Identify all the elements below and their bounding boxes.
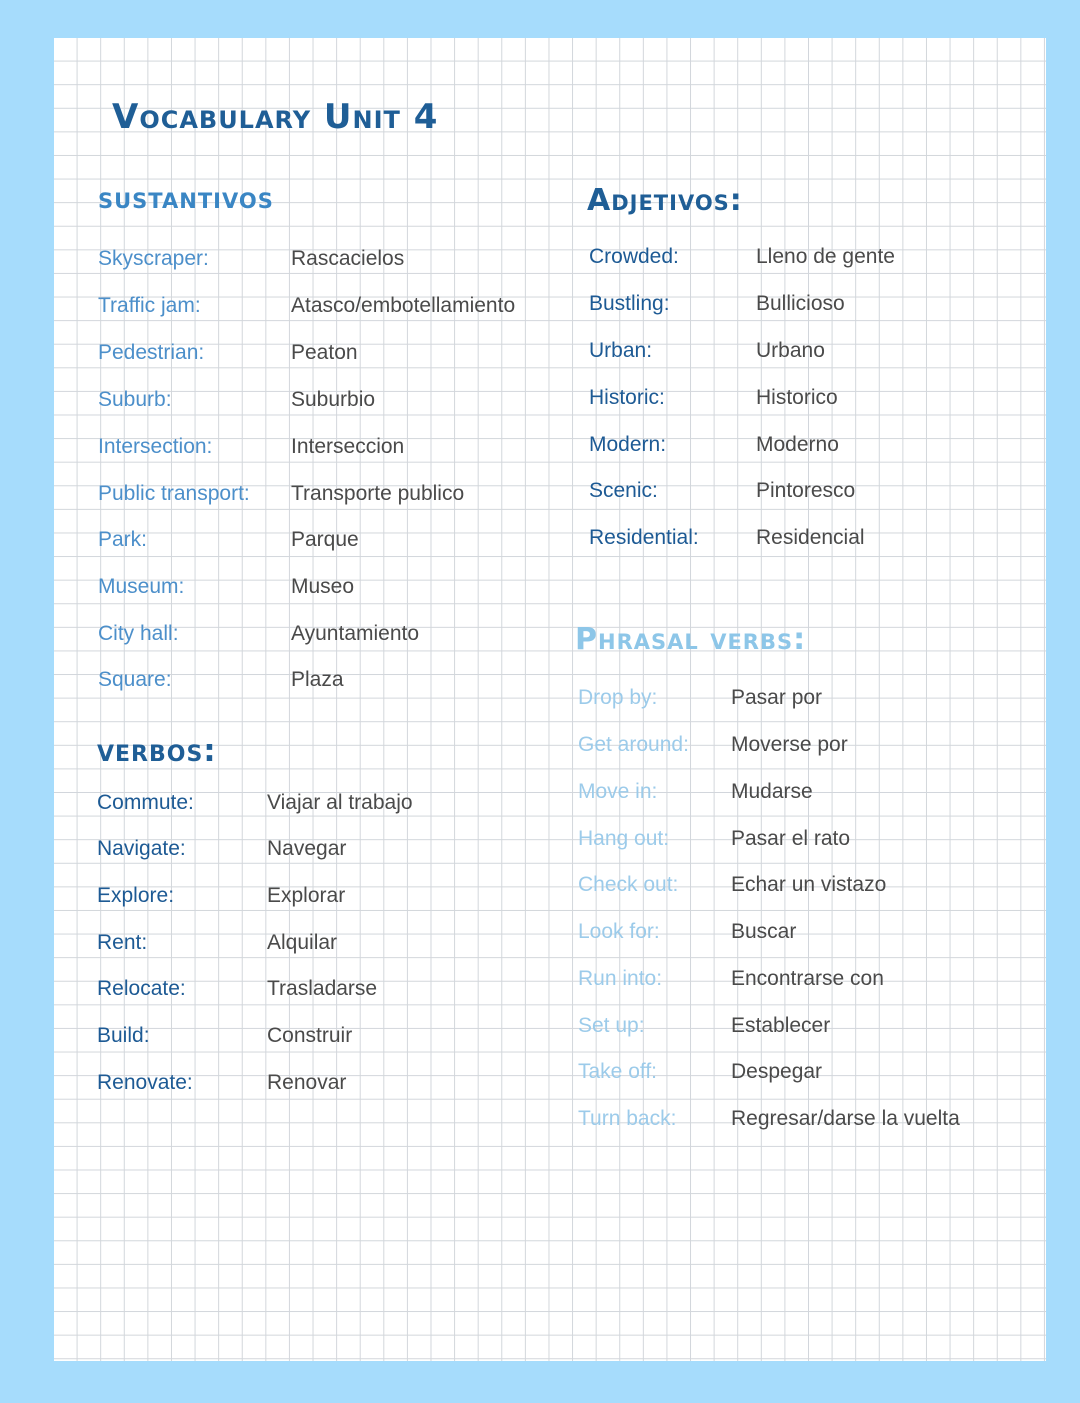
sustantivo-term: Museum: <box>98 575 185 598</box>
verbo-translation: Explorar <box>267 884 346 907</box>
phrasal-verb-term: Move in: <box>578 780 658 803</box>
sustantivo-translation: Rascacielos <box>291 247 405 270</box>
phrasal-verb-translation: Mudarse <box>731 780 813 803</box>
verbo-term: Explore: <box>97 884 175 907</box>
verbo-term: Commute: <box>97 791 194 814</box>
verbo-translation: Navegar <box>267 837 347 860</box>
adjetivo-term: Bustling: <box>589 292 670 315</box>
phrasal-verb-translation: Regresar/darse la vuelta <box>731 1107 960 1130</box>
adjetivo-term: Scenic: <box>589 479 658 502</box>
adjetivo-translation: Historico <box>756 386 838 409</box>
adjetivo-term: Crowded: <box>589 245 679 268</box>
adjetivo-term: Historic: <box>589 386 665 409</box>
adjetivo-translation: Bullicioso <box>756 292 845 315</box>
verbos-heading: verbos: <box>97 733 217 769</box>
phrasal-verb-term: Hang out: <box>578 827 670 850</box>
verbo-translation: Renovar <box>267 1071 347 1094</box>
sustantivo-term: Pedestrian: <box>98 341 205 364</box>
phrasal-verb-term: Drop by: <box>578 686 658 709</box>
verbo-translation: Alquilar <box>267 931 338 954</box>
verbo-term: Relocate: <box>97 977 186 1000</box>
sustantivo-translation: Peaton <box>291 341 358 364</box>
sustantivo-term: Skyscraper: <box>98 247 209 270</box>
phrasal-verb-translation: Establecer <box>731 1014 831 1037</box>
grid-paper-sheet <box>54 38 1046 1361</box>
phrasal-verb-translation: Despegar <box>731 1060 823 1083</box>
adjetivo-translation: Lleno de gente <box>756 245 895 268</box>
sustantivo-translation: Transporte publico <box>291 482 465 505</box>
page-title: Vocabulary Unit 4 <box>112 97 439 137</box>
phrasal-verb-term: Look for: <box>578 920 660 943</box>
sustantivo-translation: Museo <box>291 575 355 598</box>
adjetivo-translation: Residencial <box>756 526 865 549</box>
adjetivos-heading: Adjetivos: <box>587 183 743 218</box>
phrasal-verb-translation: Encontrarse con <box>731 967 884 990</box>
adjetivo-term: Urban: <box>589 339 653 362</box>
sustantivo-term: Traffic jam: <box>98 294 201 317</box>
sustantivo-term: Intersection: <box>98 435 213 458</box>
adjetivo-translation: Pintoresco <box>756 479 856 502</box>
sustantivo-translation: Interseccion <box>291 435 405 458</box>
verbo-term: Build: <box>97 1024 150 1047</box>
phrasal-verb-translation: Pasar el rato <box>731 827 851 850</box>
adjetivo-term: Modern: <box>589 433 667 456</box>
sustantivo-term: Suburb: <box>98 388 172 411</box>
adjetivo-term: Residential: <box>589 526 699 549</box>
verbo-translation: Construir <box>267 1024 353 1047</box>
sustantivo-translation: Plaza <box>291 668 344 691</box>
phrasal-verb-term: Set up: <box>578 1014 645 1037</box>
adjetivo-translation: Urbano <box>756 339 825 362</box>
phrasal-verb-translation: Echar un vistazo <box>731 873 887 896</box>
verbo-translation: Trasladarse <box>267 977 378 1000</box>
verbo-term: Navigate: <box>97 837 186 860</box>
sustantivo-term: Square: <box>98 668 172 691</box>
phrasal-verb-translation: Pasar por <box>731 686 823 709</box>
phrasal-verb-translation: Moverse por <box>731 733 848 756</box>
sustantivo-translation: Atasco/embotellamiento <box>291 294 516 317</box>
phrasal-verb-term: Run into: <box>578 967 663 990</box>
verbo-term: Renovate: <box>97 1071 193 1094</box>
verbo-translation: Viajar al trabajo <box>267 791 413 814</box>
phrasal-verbs-heading: Phrasal verbs: <box>575 622 807 657</box>
sustantivo-term: Park: <box>98 528 148 551</box>
sustantivo-translation: Ayuntamiento <box>291 622 420 645</box>
phrasal-verb-term: Check out: <box>578 873 679 896</box>
sustantivo-term: City hall: <box>98 622 179 645</box>
phrasal-verb-translation: Buscar <box>731 920 797 943</box>
sustantivos-heading: sustantivos <box>98 181 274 216</box>
phrasal-verb-term: Get around: <box>578 733 689 756</box>
sustantivo-translation: Suburbio <box>291 388 376 411</box>
phrasal-verb-term: Turn back: <box>578 1107 677 1130</box>
verbo-term: Rent: <box>97 931 148 954</box>
phrasal-verb-term: Take off: <box>578 1060 657 1083</box>
sustantivo-translation: Parque <box>291 528 359 551</box>
sustantivo-term: Public transport: <box>98 482 250 505</box>
adjetivo-translation: Moderno <box>756 433 839 456</box>
